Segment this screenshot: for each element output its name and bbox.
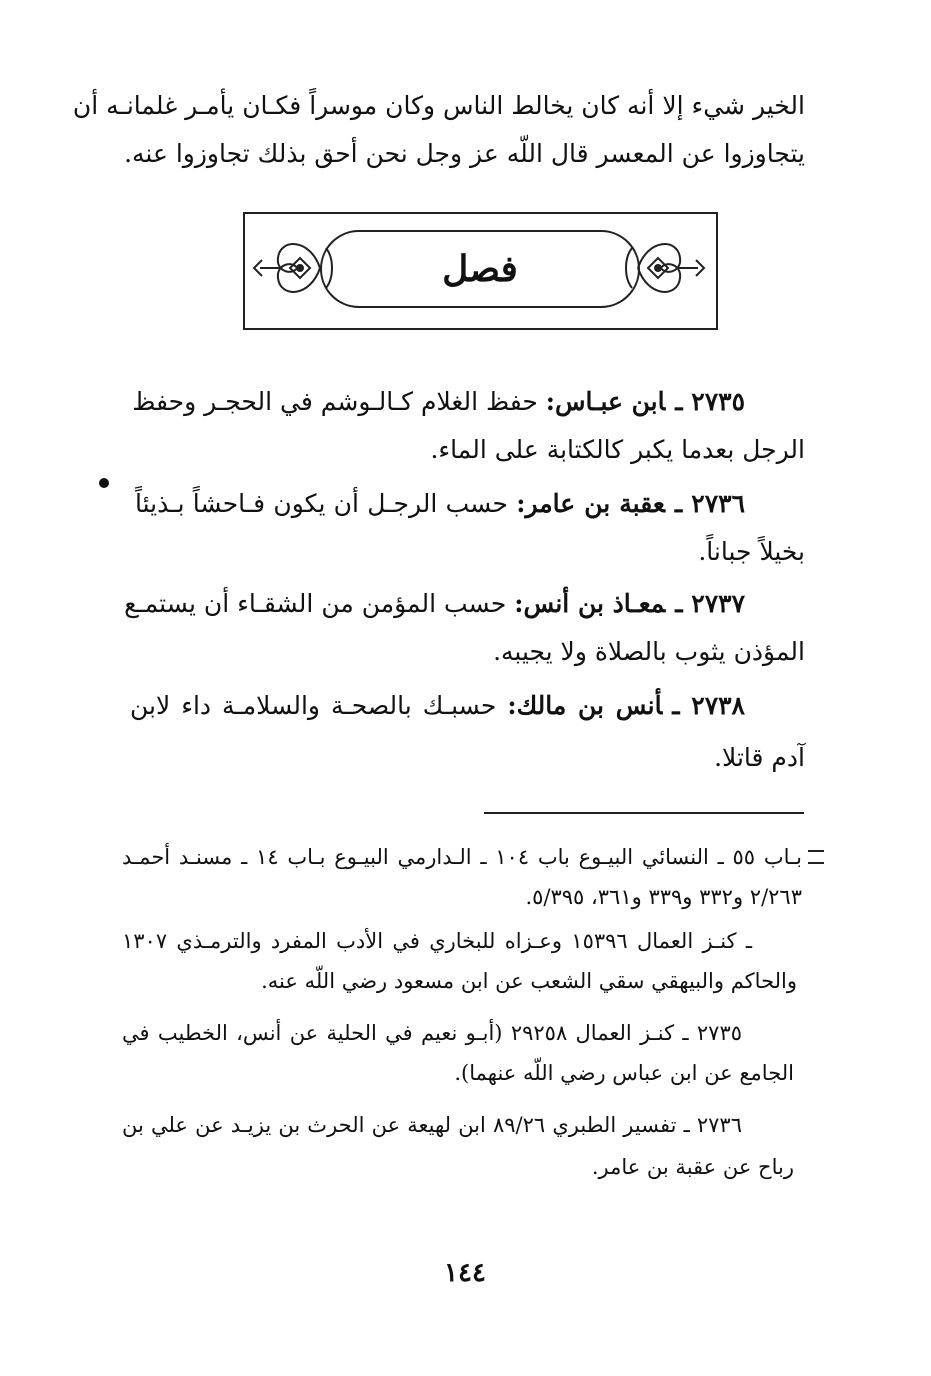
entry-2737-line-2: المؤذن يثوب بالصلاة ولا يجيبه. <box>493 637 805 666</box>
entry-text: حفظ الغلام كـالـوشم في الحجـر وحفظ <box>132 387 538 416</box>
footnote-1-line-2: ٢/٢٦٣ و٣٣٢ و٣٣٩ و٣٦١، ٥/٣٩٥. <box>525 885 802 909</box>
entry-number: ٢٧٣٧ ـ <box>675 589 745 618</box>
entry-narrator: معـاذ بن أنس: <box>514 589 666 618</box>
entry-2735-line-1 <box>132 382 745 422</box>
entry-number: ٢٧٣٦ ـ <box>674 489 746 518</box>
footnote-separator <box>484 812 804 814</box>
footnote-3-line-1: ٢٧٣٥ ـ كنـز العمال ٢٩٢٥٨ (أبـو نعيم في الحلية عن أنس، الخطيب في <box>122 1021 743 1045</box>
footnote-2-line-2: والحاكم والبيهقي سقي الشعب عن ابن مسعود رضي اللّه عنه. <box>261 969 797 993</box>
entry-text: حسب المؤمن من الشقـاء أن يستمـع <box>124 589 507 618</box>
section-title: فصل <box>442 248 518 290</box>
margin-bullet <box>99 478 109 488</box>
entry-number: ٢٧٣٨ ـ <box>672 691 745 720</box>
entry-2736-line-1 <box>135 484 745 524</box>
footnote-continuation-mark <box>808 850 824 864</box>
top-text-line-2: يتجاوزوا عن المعسر قال اللّه عز وجل نحن أحق بذلك تجاوزوا عنه. <box>124 139 805 168</box>
entry-text: حسب الرجـل أن يكون فـاحشاً بـذيئاً <box>135 489 508 518</box>
entry-2735-line-2: الرجل بعدما يكبر كالكتابة على الماء. <box>430 435 805 464</box>
page-number: ١٤٤ <box>444 1258 486 1288</box>
footnote-3-line-2: الجامع عن ابن عباس رضي اللّه عنهما). <box>454 1061 794 1085</box>
footnote-4-line-1: ٢٧٣٦ ـ تفسير الطبري ٨٩/٢٦ ابن لهيعة عن الحرث بن يزيـد عن علي بن <box>122 1113 742 1137</box>
entry-narrator: أنس بن مالك: <box>507 691 663 720</box>
entry-2736-line-2: بخيلاً جباناً. <box>698 537 805 566</box>
entry-number: ٢٧٣٥ ـ <box>675 387 745 416</box>
entry-narrator: ابن عبـاس: <box>545 387 666 416</box>
entry-2737-line-1 <box>124 584 745 624</box>
entry-narrator: عقبة بن عامر: <box>516 489 665 518</box>
entry-2738-line-1 <box>130 686 745 726</box>
footnote-4-line-2: رباح عن عقبة بن عامر. <box>591 1155 794 1179</box>
footnote-1-line-1: بـاب ٥٥ ـ النسائي البيـوع باب ١٠٤ ـ الـدارمي البيـوع بـاب ١٤ ـ مسنـد أحمـد <box>122 845 803 869</box>
top-text-line-1: الخير شيء إلا أنه كان يخالط الناس وكان موسراً فكـان يأمـر غلمانـه أن <box>72 91 805 120</box>
section-heading-cartouche <box>320 230 640 308</box>
footnote-2-line-1: ـ كنـز العمال ١٥٣٩٦ وعـزاه للبخاري في الأدب المفرد والترمـذي ١٣٠٧ <box>122 929 753 953</box>
entry-text: حسبـك بالصحـة والسلامـة داء لابن <box>130 691 497 720</box>
entry-2738-line-2: آدم قاتلا. <box>714 743 805 772</box>
